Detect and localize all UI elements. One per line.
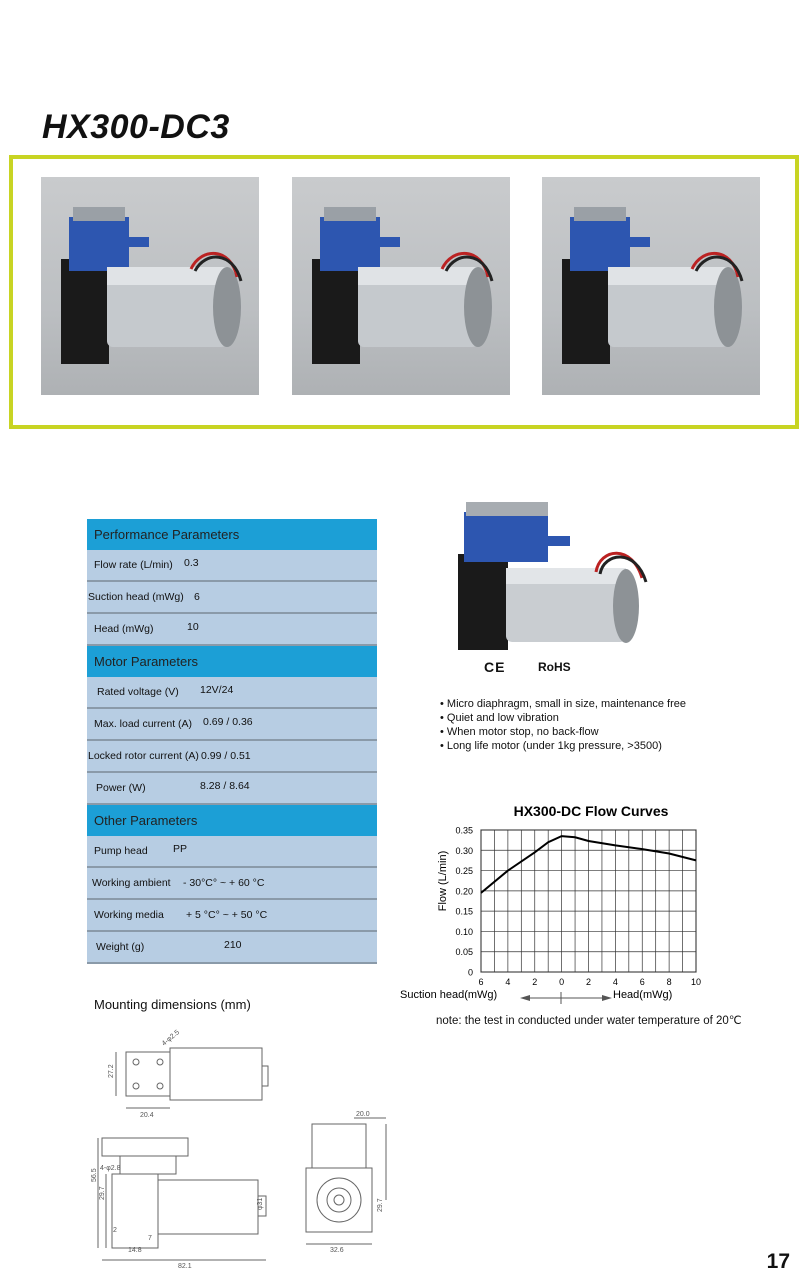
param-label: Working ambient xyxy=(92,877,171,889)
param-value: 0.69 / 0.36 xyxy=(203,716,253,728)
dim-label: 4-φ2.5 xyxy=(160,1028,181,1048)
dim-label: 7 xyxy=(148,1235,152,1242)
param-label: Weight (g) xyxy=(96,941,145,953)
x-tick-label: 2 xyxy=(532,977,538,987)
chart-title: HX300-DC Flow Curves xyxy=(513,803,669,819)
dim-label: 29.7 xyxy=(377,1198,384,1212)
list-item: • Long life motor (under 1kg pressure, >3500) xyxy=(440,739,686,753)
param-label: Pump head xyxy=(94,845,148,857)
param-label: Max. load current (A) xyxy=(94,718,193,730)
table-row xyxy=(87,582,377,614)
x-tick-label: 4 xyxy=(612,977,618,987)
y-tick-label: 0.30 xyxy=(455,845,473,856)
param-value: PP xyxy=(173,843,188,855)
table-row xyxy=(87,900,377,932)
dim-label: 27.2 xyxy=(108,1064,115,1078)
table-row xyxy=(87,932,377,964)
mounting-drawings xyxy=(90,1020,410,1270)
motor-header: Motor Parameters xyxy=(87,646,377,677)
product-photo-3 xyxy=(542,177,760,395)
table-row xyxy=(87,614,377,646)
param-label: Flow rate (L/min) xyxy=(94,559,173,571)
table-row xyxy=(87,773,377,805)
param-value: 210 xyxy=(224,939,242,951)
dim-label: 32.6 xyxy=(330,1247,344,1254)
param-label: Power (W) xyxy=(96,782,146,794)
dim-label: 2 xyxy=(113,1227,117,1234)
param-value: 6 xyxy=(194,591,200,603)
product-gallery xyxy=(9,155,799,429)
table-row xyxy=(87,741,377,773)
y-axis-label: Flow (L/min) xyxy=(437,850,449,912)
product-image xyxy=(450,498,650,658)
dim-label: φ31 xyxy=(257,1197,264,1210)
param-value: 10 xyxy=(187,621,199,633)
y-tick-label: 0.20 xyxy=(455,886,473,897)
y-tick-label: 0.05 xyxy=(455,947,473,958)
y-tick-label: 0.10 xyxy=(455,926,473,937)
y-tick-label: 0.25 xyxy=(455,866,473,877)
dim-label: 56.5 xyxy=(91,1168,98,1182)
other-header: Other Parameters xyxy=(87,805,377,836)
param-label: Locked rotor current (A) xyxy=(88,750,199,762)
dim-label: 20.0 xyxy=(356,1111,370,1118)
param-value: - 30°C° ~ + 60 °C xyxy=(183,877,265,889)
table-row xyxy=(87,836,377,868)
list-item: • Quiet and low vibration xyxy=(440,711,686,725)
page-title: HX300-DC3 xyxy=(42,108,230,146)
table-row xyxy=(87,677,377,709)
product-photo-1 xyxy=(41,177,259,395)
param-value: 0.99 / 0.51 xyxy=(201,750,251,762)
table-row xyxy=(87,550,377,582)
x-tick-label: 2 xyxy=(585,977,592,987)
x-tick-label: 6 xyxy=(478,977,484,987)
y-tick-label: 0.35 xyxy=(455,825,473,836)
x-tick-label: 4 xyxy=(505,977,511,987)
param-label: Head (mWg) xyxy=(94,623,154,635)
list-item: • Micro diaphragm, small in size, maintenance free xyxy=(440,697,686,711)
x-axis-label-left: Suction head(mWg) xyxy=(400,989,498,1001)
flow-curve-chart xyxy=(398,800,758,1030)
product-photo-2 xyxy=(292,177,510,395)
dim-label: 14.8 xyxy=(128,1247,142,1254)
x-tick-label: 6 xyxy=(639,977,645,987)
x-tick-label: 10 xyxy=(690,977,702,987)
table-row xyxy=(87,868,377,900)
table-row xyxy=(87,709,377,741)
param-label: Rated voltage (V) xyxy=(97,686,179,698)
x-tick-label: 0 xyxy=(559,977,565,987)
dim-label: 82.1 xyxy=(178,1263,192,1270)
x-tick-label: 8 xyxy=(666,977,672,987)
ce-mark: CE xyxy=(484,659,506,675)
direction-arrow xyxy=(520,992,612,1004)
y-tick-label: 0 xyxy=(467,967,473,978)
rohs-mark: RoHS xyxy=(538,660,571,674)
param-value: + 5 °C° ~ + 50 °C xyxy=(186,909,268,921)
certification-marks xyxy=(484,659,571,675)
mounting-title: Mounting dimensions (mm) xyxy=(94,997,251,1012)
x-axis-label-right: Head(mWg) xyxy=(613,989,673,1001)
page-number: 17 xyxy=(766,1250,790,1273)
test-note: note: the test in conducted under water temperature of 20℃ xyxy=(436,1015,742,1027)
param-label: Working media xyxy=(94,909,164,921)
param-label: Suction head (mWg) xyxy=(88,591,184,603)
dim-label: 4-φ2.8 xyxy=(100,1165,121,1172)
dim-label: 20.4 xyxy=(140,1112,154,1119)
param-value: 8.28 / 8.64 xyxy=(200,780,250,792)
list-item: • When motor stop, no back-flow xyxy=(440,725,686,739)
parameters-table xyxy=(87,519,377,964)
param-value: 0.3 xyxy=(184,557,199,569)
feature-list xyxy=(440,697,686,753)
param-value: 12V/24 xyxy=(200,684,234,696)
dim-label: 29.7 xyxy=(99,1186,106,1200)
performance-header: Performance Parameters xyxy=(87,519,377,550)
y-tick-label: 0.15 xyxy=(455,906,473,917)
